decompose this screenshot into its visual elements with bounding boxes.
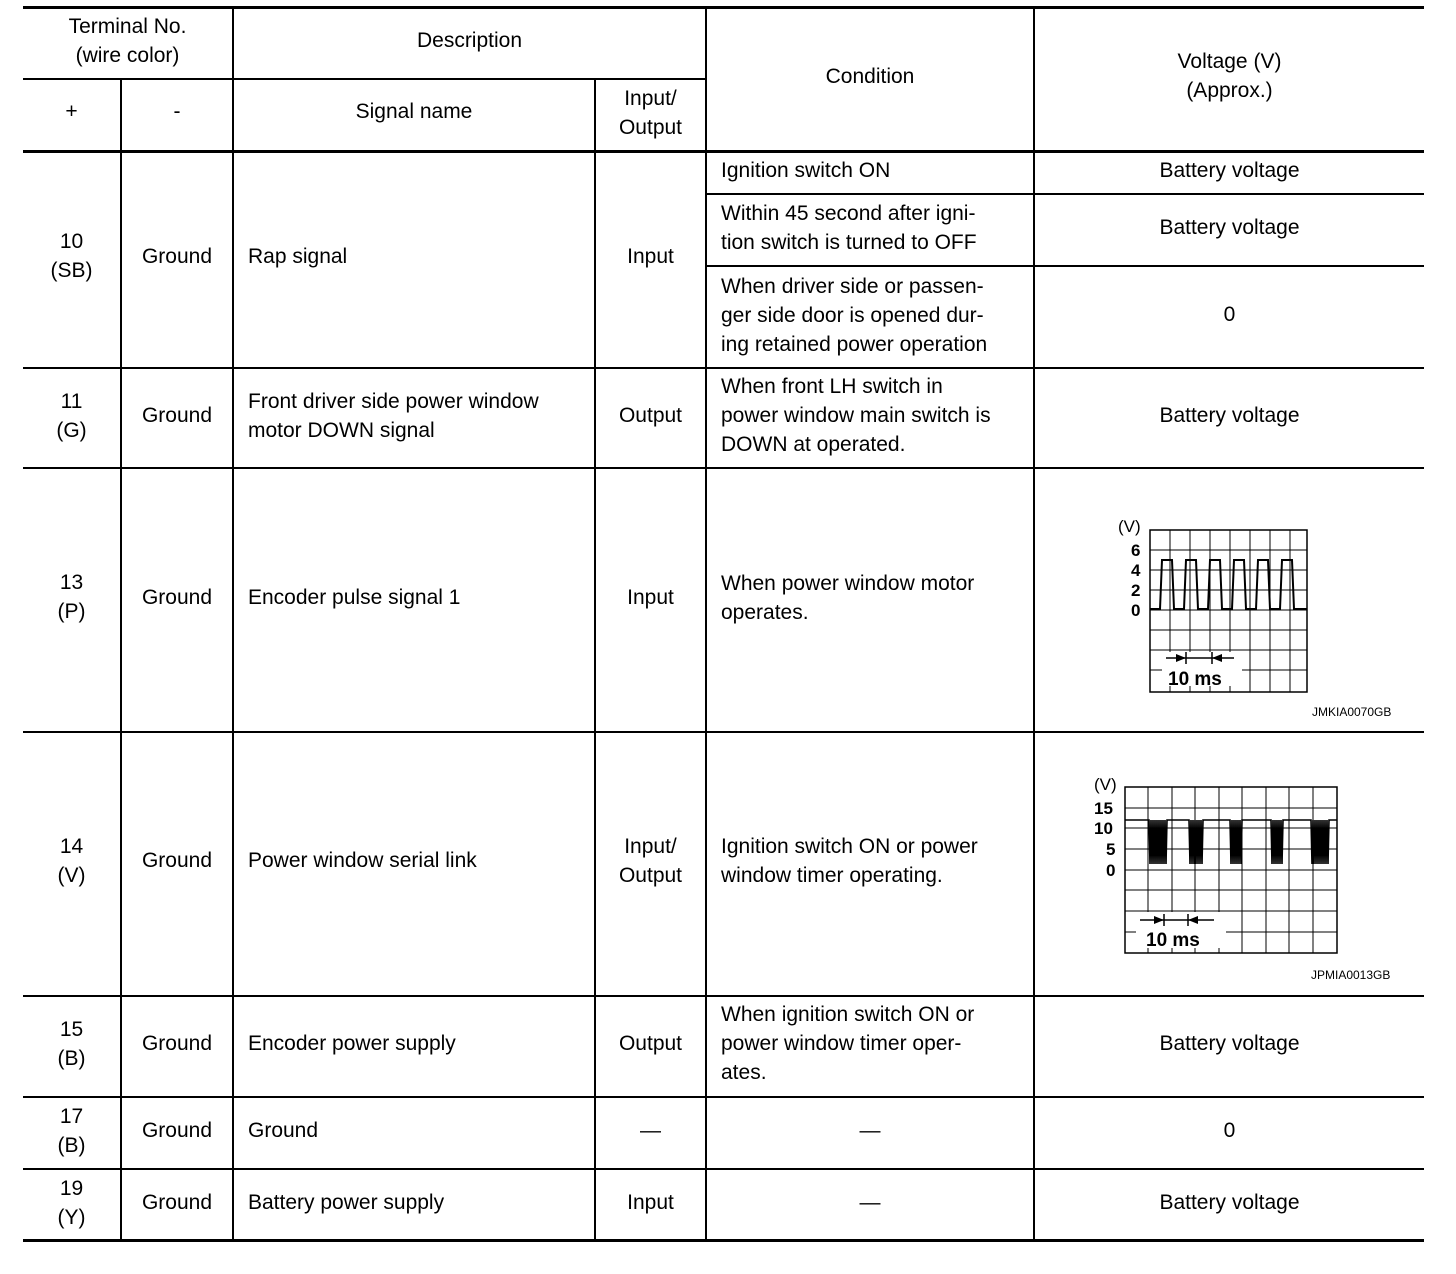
condition-text: When driver side or passen- ger side door is opened dur- ing retained power operation xyxy=(721,275,988,356)
waveform-unit-label: (V) xyxy=(1118,517,1141,536)
input-output: Output xyxy=(618,1032,683,1055)
voltage-value: Battery voltage xyxy=(1159,159,1300,182)
terminal-number: 10 (SB) xyxy=(50,230,93,282)
waveform-y-tick: 5 xyxy=(1106,840,1116,859)
terminal-number: 14 (V) xyxy=(57,835,86,887)
ground-terminal: Ground xyxy=(141,404,213,427)
terminal-number: 15 (B) xyxy=(57,1018,86,1070)
ground-terminal: Ground xyxy=(141,1191,213,1214)
input-output: — xyxy=(640,1119,661,1142)
waveform-y-tick: 10 xyxy=(1094,819,1113,838)
condition-text: Within 45 second after igni- tion switch is turned to OFF xyxy=(721,202,977,254)
row-rule xyxy=(706,193,1424,195)
header-condition: Condition xyxy=(825,65,915,88)
voltage-value: Battery voltage xyxy=(1159,1191,1300,1214)
voltage-value: 0 xyxy=(1223,303,1236,326)
waveform-y-tick: 15 xyxy=(1094,799,1113,818)
encoder-pulse-waveform xyxy=(1110,512,1320,697)
condition-text: When power window motor operates. xyxy=(721,572,975,624)
header-voltage: Voltage (V) (Approx.) xyxy=(1177,50,1282,102)
waveform-time-label: 10 ms xyxy=(1146,930,1200,951)
header-terminal-no: Terminal No. (wire color) xyxy=(68,15,187,67)
input-output: Input/ Output xyxy=(618,835,683,887)
header-input-output: Input/ Output xyxy=(618,87,683,139)
ground-terminal: Ground xyxy=(141,245,213,268)
signal-name: Rap signal xyxy=(248,245,348,268)
signal-name: Ground xyxy=(248,1119,319,1142)
input-output: Input xyxy=(627,586,674,609)
waveform-time-label: 10 ms xyxy=(1168,669,1222,690)
signal-name: Power window serial link xyxy=(248,849,477,872)
voltage-value: Battery voltage xyxy=(1159,1032,1300,1055)
voltage-value: 0 xyxy=(1223,1119,1236,1142)
signal-name: Front driver side power window motor DOWN signal xyxy=(248,390,539,442)
terminal-number: 11 (G) xyxy=(56,390,87,442)
ground-terminal: Ground xyxy=(141,849,213,872)
col-rule xyxy=(232,8,234,1240)
condition-text: Ignition switch ON or power window timer operating. xyxy=(721,835,978,887)
row-rule xyxy=(706,265,1424,267)
condition-text: Ignition switch ON xyxy=(721,159,891,182)
header-mid-rule xyxy=(23,78,706,80)
input-output: Input xyxy=(627,1191,674,1214)
header-signal-name: Signal name xyxy=(355,100,473,123)
condition-text: When ignition switch ON or power window timer oper- ates. xyxy=(721,1003,975,1084)
voltage-value: Battery voltage xyxy=(1159,404,1300,427)
waveform-unit-label: (V) xyxy=(1094,775,1117,794)
signal-name: Battery power supply xyxy=(248,1191,445,1214)
input-output: Input xyxy=(627,245,674,268)
figure-code: JMKIA0070GB xyxy=(1312,705,1392,719)
header-minus: - xyxy=(173,100,181,123)
header-description: Description xyxy=(416,29,523,52)
signal-name: Encoder power supply xyxy=(248,1032,456,1055)
condition-text: — xyxy=(859,1119,881,1142)
waveform-y-tick: 4 xyxy=(1131,561,1141,580)
waveform-y-tick: 2 xyxy=(1131,581,1141,600)
input-output: Output xyxy=(618,404,683,427)
ground-terminal: Ground xyxy=(141,1119,213,1142)
figure-code: JPMIA0013GB xyxy=(1311,968,1391,982)
voltage-value: Battery voltage xyxy=(1159,216,1300,239)
terminal-number: 19 (Y) xyxy=(57,1177,86,1229)
condition-text: When front LH switch in power window main switch is DOWN at operated. xyxy=(721,375,991,456)
ground-terminal: Ground xyxy=(141,1032,213,1055)
condition-text: — xyxy=(859,1191,881,1214)
col-rule xyxy=(705,8,707,1240)
waveform-y-tick: 6 xyxy=(1131,541,1141,560)
waveform-y-tick: 0 xyxy=(1131,601,1141,620)
terminal-number: 13 (P) xyxy=(57,571,86,623)
waveform-y-tick: 0 xyxy=(1106,861,1116,880)
header-plus: + xyxy=(65,100,78,123)
signal-name: Encoder pulse signal 1 xyxy=(248,586,461,609)
serial-link-waveform xyxy=(1088,772,1348,958)
ground-terminal: Ground xyxy=(141,586,213,609)
terminal-number: 17 (B) xyxy=(57,1105,86,1157)
